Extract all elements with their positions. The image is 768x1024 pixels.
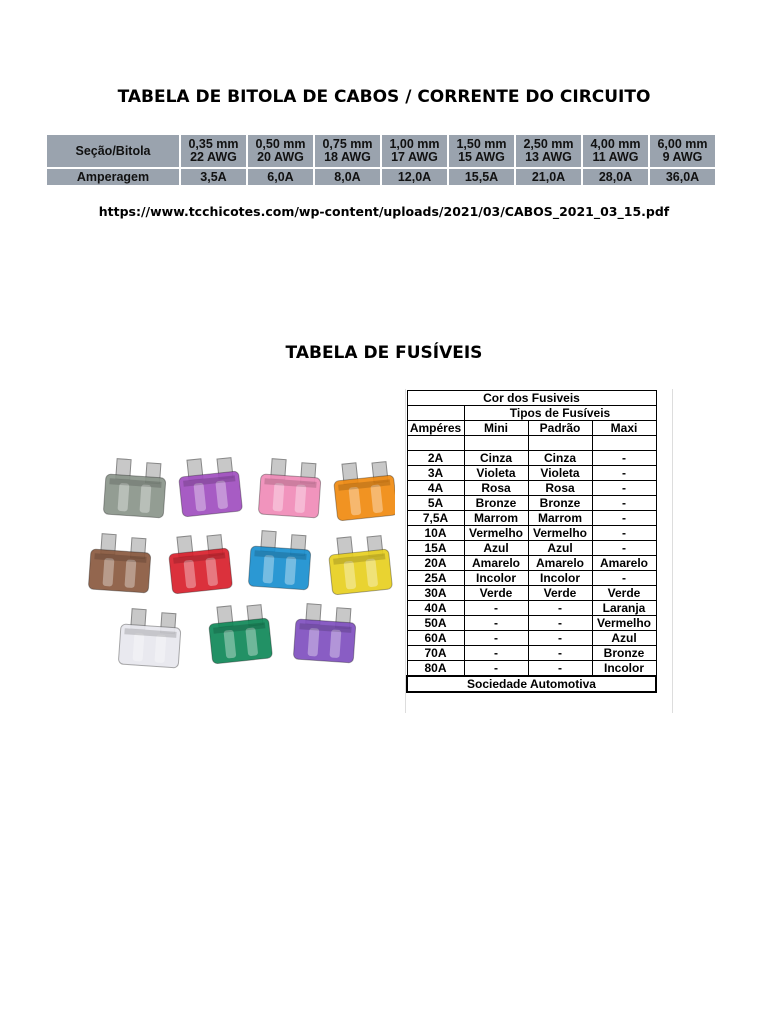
type-header: Padrão: [528, 421, 592, 436]
table-row: [407, 676, 656, 692]
table-cell: Azul: [464, 541, 528, 556]
source-url[interactable]: https://www.tcchicotes.com/wp-content/uploads/2021/03/CABOS_2021_03_15.pdf: [98, 204, 670, 219]
table-cell: 7,5A: [407, 511, 464, 526]
table-cell: Marrom: [528, 511, 592, 526]
amp-cell: 3,5A: [180, 168, 247, 186]
fuse-icon: [293, 603, 357, 663]
table-cell: Rosa: [528, 481, 592, 496]
table-cell: 40A: [407, 601, 464, 616]
empty-cell: [464, 436, 528, 451]
table-cell: 3A: [407, 466, 464, 481]
table-cell: 15A: [407, 541, 464, 556]
row-label-section: Seção/Bitola: [46, 134, 180, 168]
table-cell: Laranja: [592, 601, 656, 616]
table-cell: -: [464, 631, 528, 646]
table-cell: -: [592, 511, 656, 526]
table-cell: Incolor: [464, 571, 528, 586]
gauge-cell: 1,00 mm 17 AWG: [381, 134, 448, 168]
table-cell: -: [592, 571, 656, 586]
table-cell: Cinza: [528, 451, 592, 466]
table-cell: -: [528, 601, 592, 616]
types-header: Tipos de Fusíveis: [464, 406, 656, 421]
table-row: [407, 601, 656, 616]
table-row: [407, 571, 656, 586]
empty-cell: [528, 436, 592, 451]
table-row: [407, 526, 656, 541]
fuse-icon: [118, 608, 182, 668]
fuse-table-title: TABELA DE FUSÍVEIS: [285, 343, 483, 363]
table-cell: -: [592, 466, 656, 481]
table-cell: Amarelo: [528, 556, 592, 571]
table-cell: Bronze: [528, 496, 592, 511]
table-cell: 10A: [407, 526, 464, 541]
table-row: [46, 134, 716, 168]
amp-header: Ampéres: [407, 421, 464, 436]
table-cell: -: [592, 496, 656, 511]
table-cell: -: [464, 616, 528, 631]
table-cell: Incolor: [528, 571, 592, 586]
table-cell: -: [592, 481, 656, 496]
table-cell: 20A: [407, 556, 464, 571]
table-cell: Vermelho: [528, 526, 592, 541]
fuse-icon: [207, 602, 273, 664]
amp-cell: 15,5A: [448, 168, 515, 186]
gauge-cell: 1,50 mm 15 AWG: [448, 134, 515, 168]
gauge-cell: 4,00 mm 11 AWG: [582, 134, 649, 168]
table-row: [407, 586, 656, 601]
type-header: Mini: [464, 421, 528, 436]
amp-cell: 36,0A: [649, 168, 716, 186]
table-row: [407, 436, 656, 451]
amp-cell: 6,0A: [247, 168, 314, 186]
table-row: [407, 511, 656, 526]
table-cell: Rosa: [464, 481, 528, 496]
table-cell: Azul: [592, 631, 656, 646]
gauge-cell: 2,50 mm 13 AWG: [515, 134, 582, 168]
table-row: [407, 481, 656, 496]
table-cell: Violeta: [464, 466, 528, 481]
table-row: [407, 646, 656, 661]
table-row: [407, 406, 656, 421]
table-cell: 80A: [407, 661, 464, 677]
amp-cell: 21,0A: [515, 168, 582, 186]
cable-table-title: TABELA DE BITOLA DE CABOS / CORRENTE DO CIRCUITO: [117, 87, 651, 107]
table-cell: Verde: [592, 586, 656, 601]
fuse-color-table: [406, 390, 657, 693]
table-cell: Marrom: [464, 511, 528, 526]
amp-cell: 8,0A: [314, 168, 381, 186]
table-cell: Amarelo: [592, 556, 656, 571]
fuse-icon: [258, 458, 322, 518]
gauge-cell: 0,35 mm 22 AWG: [180, 134, 247, 168]
amp-cell: 28,0A: [582, 168, 649, 186]
table-row: [407, 466, 656, 481]
table-cell: Verde: [464, 586, 528, 601]
table-cell: -: [528, 646, 592, 661]
table-cell: Vermelho: [464, 526, 528, 541]
table-cell: -: [592, 526, 656, 541]
fuse-icon: [177, 455, 243, 517]
table-row: [407, 421, 656, 436]
gauge-cell: 0,75 mm 18 AWG: [314, 134, 381, 168]
table-cell: -: [464, 601, 528, 616]
table-cell: 70A: [407, 646, 464, 661]
table-cell: -: [464, 646, 528, 661]
table-row: [407, 556, 656, 571]
empty-cell: [407, 436, 464, 451]
empty-cell: [407, 406, 464, 421]
type-header: Maxi: [592, 421, 656, 436]
cable-gauge-table: [45, 133, 717, 187]
table-cell: 30A: [407, 586, 464, 601]
table-row: [407, 661, 656, 677]
table-cell: Bronze: [592, 646, 656, 661]
fuse-icon: [88, 533, 152, 593]
empty-cell: [592, 436, 656, 451]
table-cell: Verde: [528, 586, 592, 601]
table-row: [407, 496, 656, 511]
table-title: Cor dos Fusiveis: [407, 391, 656, 406]
row-label-amperage: Amperagem: [46, 168, 180, 186]
table-cell: Cinza: [464, 451, 528, 466]
table-cell: 5A: [407, 496, 464, 511]
amp-cell: 12,0A: [381, 168, 448, 186]
table-cell: 50A: [407, 616, 464, 631]
table-cell: Azul: [528, 541, 592, 556]
gauge-cell: 6,00 mm 9 AWG: [649, 134, 716, 168]
table-cell: Incolor: [592, 661, 656, 677]
table-cell: 60A: [407, 631, 464, 646]
fuse-photo: [85, 440, 395, 680]
table-row: [407, 451, 656, 466]
table-cell: -: [464, 661, 528, 677]
table-cell: -: [592, 451, 656, 466]
table-cell: 2A: [407, 451, 464, 466]
table-row: [46, 168, 716, 186]
table-cell: Bronze: [464, 496, 528, 511]
table-cell: -: [528, 631, 592, 646]
table-cell: -: [528, 616, 592, 631]
fuse-icon: [103, 458, 167, 518]
table-row: [407, 391, 656, 406]
fuse-icon: [167, 532, 233, 594]
table-row: [407, 631, 656, 646]
table-cell: -: [592, 541, 656, 556]
table-cell: 4A: [407, 481, 464, 496]
table-cell: Vermelho: [592, 616, 656, 631]
table-row: [407, 616, 656, 631]
table-cell: Amarelo: [464, 556, 528, 571]
table-cell: 25A: [407, 571, 464, 586]
table-cell: Violeta: [528, 466, 592, 481]
fuse-color-table-container: [405, 389, 671, 713]
fuse-icon: [248, 530, 312, 590]
table-row: [407, 541, 656, 556]
table-cell: -: [528, 661, 592, 677]
gauge-cell: 0,50 mm 20 AWG: [247, 134, 314, 168]
fuse-icon: [327, 533, 393, 595]
table-footer: Sociedade Automotiva: [407, 676, 656, 692]
fuse-icon: [332, 459, 395, 521]
